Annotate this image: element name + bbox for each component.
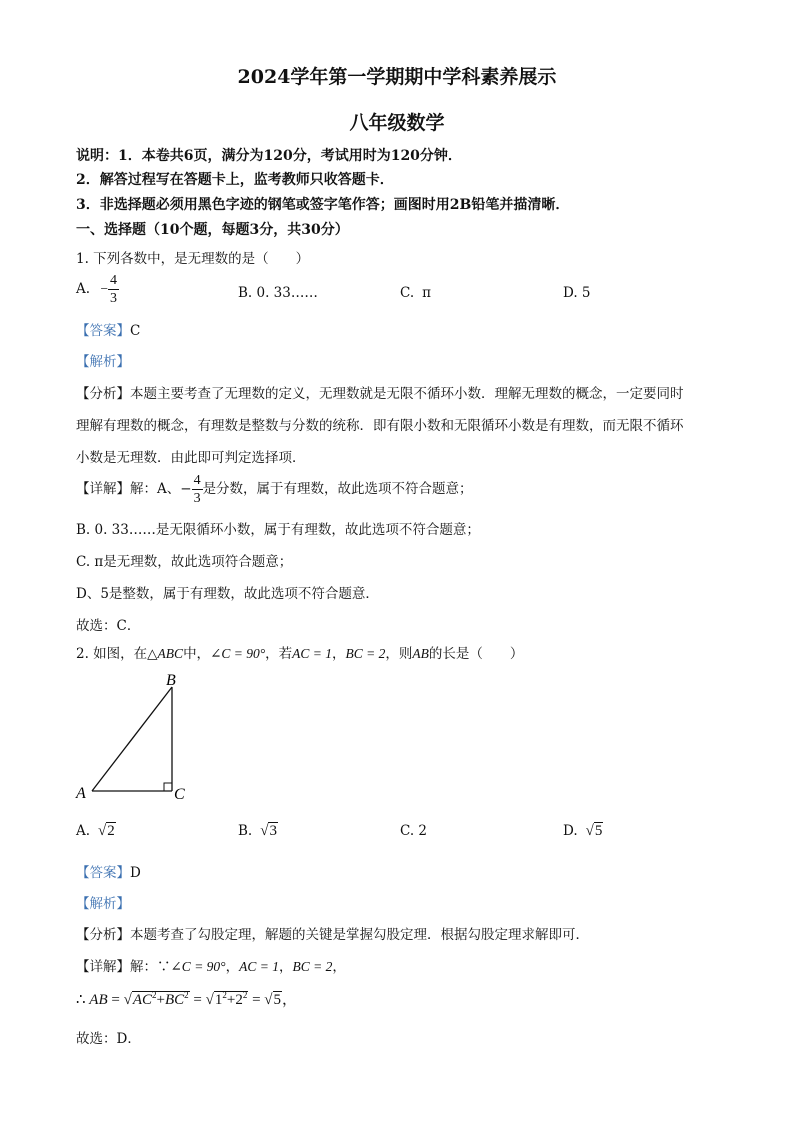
fraction-numerator: 4 xyxy=(193,473,201,488)
fraction-denominator: 3 xyxy=(193,491,201,506)
detail-bc: BC = 2 xyxy=(292,959,333,974)
answer-value: C xyxy=(130,323,141,339)
q1-detail-a xyxy=(76,472,473,507)
section-heading: 一、选择题（10个题，每题3分，共30分） xyxy=(76,222,349,238)
fraction-numerator: 4 xyxy=(109,273,117,288)
q1-option-c-label: C. xyxy=(400,285,415,301)
exam-title: 2024学年第一学期期中学科素养展示 xyxy=(237,66,557,88)
detail-ac: AC = 1 xyxy=(239,959,279,974)
q1-detail-b: B. 0. 33……是无限循环小数，属于有理数，故此选项不符合题意； xyxy=(76,522,480,538)
q2-stem-text: 中， xyxy=(183,646,211,662)
q2-ab: AB xyxy=(412,646,429,661)
detail-a-suffix: 是分数，属于有理数，故此选项不符合题意； xyxy=(202,481,473,497)
answer-value: D xyxy=(130,865,141,881)
q1-detail-d: D、5是整数，属于有理数，故此选项不符合题意． xyxy=(76,586,379,602)
separator: ， xyxy=(332,959,346,975)
sqrt-icon: $√AC^2+BC^2$ xyxy=(123,990,189,1008)
right-triangle-figure xyxy=(70,665,200,810)
exponent: 2 xyxy=(222,990,227,1000)
q1-fenxi-line-2: 理解有理数的概念，有理数是整数与分数的统称．即有限小数和无限循环小数是有理数，而无限不循环 xyxy=(76,418,684,434)
radicand: 3 xyxy=(269,823,277,839)
sqrt-icon: $√1^2+2^2$ xyxy=(205,990,248,1008)
note-1: 说明：1．本卷共6页，满分为120分，考试用时为120分钟． xyxy=(76,148,462,164)
vertex-a-label: A xyxy=(76,785,86,802)
q2-choose: 故选：D． xyxy=(76,1031,141,1047)
q2-stem-text: ，则 xyxy=(385,646,413,662)
separator: ， xyxy=(282,992,298,1008)
q1-option-a xyxy=(76,272,119,307)
q2-fenxi xyxy=(76,923,589,943)
q2-option-c: C. 2 xyxy=(400,823,428,839)
q1-option-c-value: π xyxy=(422,285,432,301)
answer-tag: 【答案】 xyxy=(76,323,130,339)
sqrt-icon: √3 xyxy=(260,823,277,839)
q1-option-d: D. 5 xyxy=(563,285,591,301)
q1-choose: 故选：C． xyxy=(76,618,141,634)
equals-sign: = xyxy=(111,992,120,1008)
because-icon: ∵ xyxy=(157,959,171,975)
detail-tag: 【详解】 xyxy=(76,959,130,975)
radicand: 5 xyxy=(273,992,282,1008)
term-two: 2 xyxy=(235,992,243,1008)
sqrt-icon: √2 xyxy=(98,823,115,839)
option-label: A. xyxy=(76,823,91,839)
note-3: 3．非选择题必须用黑色字迹的钢笔或签字笔作答；画图时用2B铅笔并描清晰． xyxy=(76,197,570,213)
term-ac: AC xyxy=(132,992,152,1008)
plus-sign: + xyxy=(226,992,236,1008)
formula-ab: AB xyxy=(89,992,108,1008)
term-one: 1 xyxy=(214,992,223,1008)
exponent: 2 xyxy=(184,990,189,1000)
fenxi-text: 本题主要考查了无理数的定义，无理数就是无限不循环小数．理解无理数的概念，一定要同时 xyxy=(130,386,684,402)
sqrt-icon: √5 xyxy=(264,992,282,1008)
q1-answer xyxy=(76,319,140,339)
q2-detail xyxy=(76,955,346,975)
option-label: B. xyxy=(238,823,253,839)
detail-tag: 【详解】 xyxy=(76,481,130,497)
exponent: 2 xyxy=(152,990,157,1000)
sqrt-icon: √5 xyxy=(585,823,603,839)
q2-option-a xyxy=(76,823,116,840)
q2-stem-text: ， xyxy=(332,646,346,662)
q1-stem: 1. 下列各数中，是无理数的是（ ） xyxy=(76,251,310,267)
q2-stem-prefix: 2. 如图，在 xyxy=(76,646,148,662)
detail-prefix: 解： xyxy=(130,959,157,975)
radicand: 2 xyxy=(107,823,115,839)
q2-stem-text: ，若 xyxy=(265,646,293,662)
right-angle-mark xyxy=(164,783,172,791)
q1-option-a-sign: − xyxy=(100,281,108,296)
separator: ， xyxy=(225,959,240,975)
fenxi-tag: 【分析】 xyxy=(76,386,130,402)
q2-angle: ∠C = 90° xyxy=(210,646,266,661)
vertex-b-label: B xyxy=(166,672,176,689)
q2-stem-suffix: 的长是（ ） xyxy=(428,646,524,662)
q2-bc: BC = 2 xyxy=(345,646,386,661)
q1-option-b: B. 0. 33…… xyxy=(238,285,318,301)
fraction-denominator: 3 xyxy=(109,291,117,306)
separator: ， xyxy=(278,959,293,975)
radicand xyxy=(214,991,248,1008)
q1-option-a-fraction xyxy=(108,272,119,307)
exam-subtitle: 八年级数学 xyxy=(349,112,445,134)
answer-tag: 【答案】 xyxy=(76,865,130,881)
fenxi-tag: 【分析】 xyxy=(76,927,130,943)
side-ab xyxy=(92,687,172,791)
q2-triangle: △ABC xyxy=(147,646,184,661)
q2-analysis-tag: 【解析】 xyxy=(76,896,130,912)
plus-sign: + xyxy=(156,992,165,1008)
q1-analysis-tag: 【解析】 xyxy=(76,354,130,370)
q2-ac: AC = 1 xyxy=(292,646,333,661)
q2-stem xyxy=(76,642,523,662)
equals-sign: = xyxy=(193,992,202,1008)
detail-angle: ∠C = 90° xyxy=(170,959,226,974)
q1-fenxi-line-1 xyxy=(76,382,684,402)
q2-option-d xyxy=(563,823,603,840)
detail-a-sign: − xyxy=(180,481,192,497)
exponent: 2 xyxy=(242,990,248,1000)
radicand: 5 xyxy=(594,823,603,839)
vertex-c-label: C xyxy=(174,786,185,803)
option-label: D. xyxy=(563,823,578,839)
q2-answer xyxy=(76,861,141,881)
fenxi-text: 本题考查了勾股定理，解题的关键是掌握勾股定理．根据勾股定理求解即可． xyxy=(130,927,589,943)
q1-option-a-label: A. xyxy=(76,281,91,297)
q2-formula xyxy=(76,988,297,1009)
q1-option-c xyxy=(400,285,431,301)
detail-a-prefix: 解：A、 xyxy=(130,481,181,497)
note-2: 2．解答过程写在答题卡上，监考教师只收答题卡． xyxy=(76,172,394,188)
term-bc: BC xyxy=(164,992,185,1008)
q2-option-b xyxy=(238,823,278,840)
radicand xyxy=(132,991,190,1008)
equals-sign: = xyxy=(252,992,261,1008)
therefore-icon: ∴ xyxy=(76,992,86,1008)
detail-a-fraction xyxy=(192,472,203,507)
q1-fenxi-line-3: 小数是无理数．由此即可判定选择项． xyxy=(76,450,306,466)
q1-detail-c: C. π是无理数，故此选项符合题意； xyxy=(76,554,293,570)
